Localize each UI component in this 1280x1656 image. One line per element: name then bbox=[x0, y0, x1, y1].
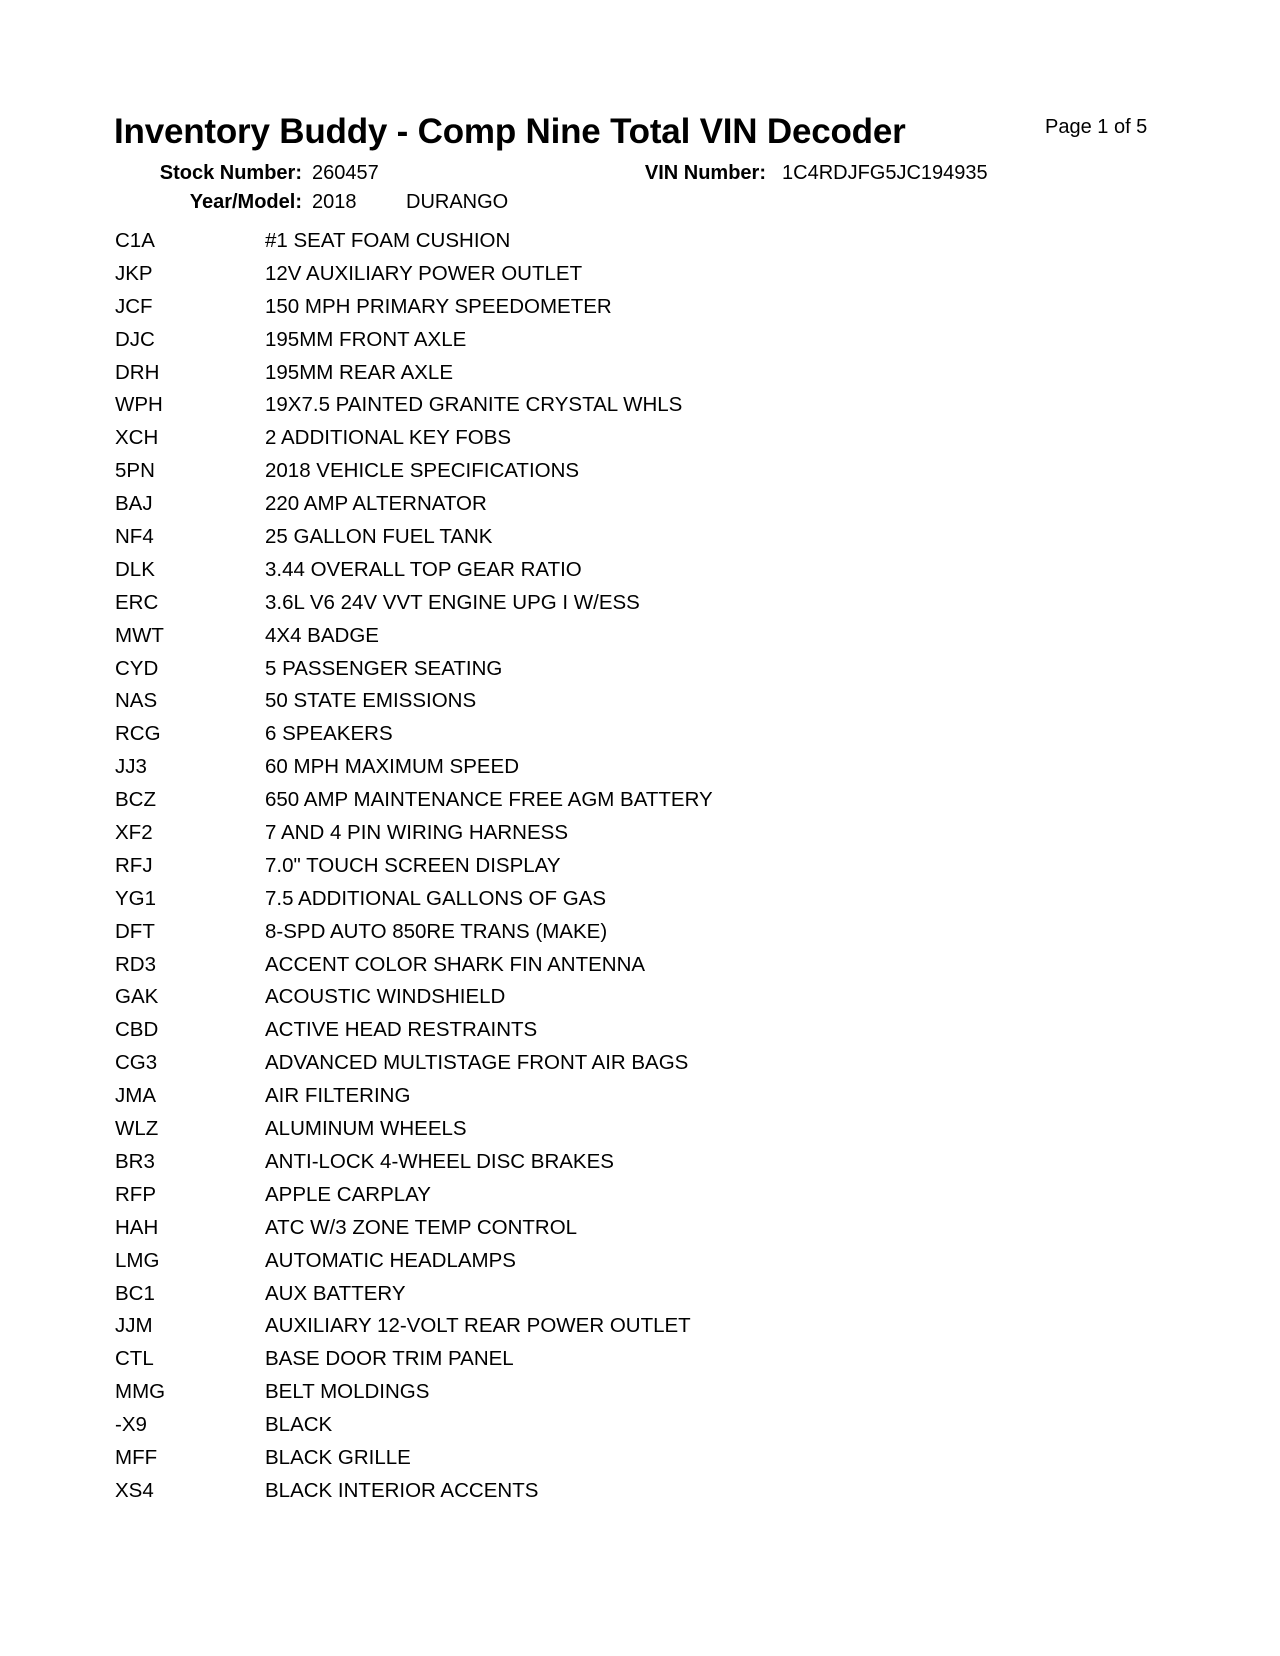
option-row bbox=[115, 459, 1015, 492]
option-description: ALUMINUM WHEELS bbox=[265, 1117, 467, 1141]
option-description: 7.5 ADDITIONAL GALLONS OF GAS bbox=[265, 886, 607, 910]
option-row bbox=[115, 755, 1015, 788]
option-row bbox=[115, 1314, 1015, 1347]
option-row bbox=[115, 624, 1015, 657]
option-description: 7.0" TOUCH SCREEN DISPLAY bbox=[265, 853, 561, 877]
option-row bbox=[115, 262, 1015, 295]
stock-number-label: Stock Number: bbox=[159, 162, 302, 184]
option-code: XCH bbox=[115, 426, 159, 450]
option-code: JMA bbox=[115, 1084, 156, 1108]
option-row bbox=[115, 788, 1015, 821]
option-row bbox=[115, 1282, 1015, 1315]
option-code: BC1 bbox=[115, 1281, 155, 1305]
option-row bbox=[115, 492, 1015, 525]
option-code: ERC bbox=[115, 590, 159, 614]
option-description: BASE DOOR TRIM PANEL bbox=[265, 1347, 514, 1371]
option-row bbox=[115, 1051, 1015, 1084]
option-code: DFT bbox=[115, 919, 155, 943]
option-description: AUXILIARY 12-VOLT REAR POWER OUTLET bbox=[265, 1314, 691, 1338]
option-code: MMG bbox=[115, 1380, 166, 1404]
option-description: AUTOMATIC HEADLAMPS bbox=[265, 1248, 516, 1272]
option-row bbox=[115, 295, 1015, 328]
document-title: Inventory Buddy - Comp Nine Total VIN Decoder bbox=[114, 112, 906, 151]
option-code: XS4 bbox=[115, 1478, 154, 1502]
option-description: 150 MPH PRIMARY SPEEDOMETER bbox=[265, 294, 612, 318]
option-description: 2018 VEHICLE SPECIFICATIONS bbox=[265, 459, 580, 483]
option-code: RFJ bbox=[115, 853, 153, 877]
option-description: APPLE CARPLAY bbox=[265, 1182, 431, 1206]
option-row bbox=[115, 591, 1015, 624]
option-code: BCZ bbox=[115, 788, 156, 812]
option-code: RCG bbox=[115, 722, 161, 746]
option-description: 195MM REAR AXLE bbox=[265, 360, 453, 384]
option-description: ACOUSTIC WINDSHIELD bbox=[265, 985, 506, 1009]
option-code: CG3 bbox=[115, 1051, 158, 1075]
option-row bbox=[115, 1413, 1015, 1446]
option-row bbox=[115, 887, 1015, 920]
option-description: 25 GALLON FUEL TANK bbox=[265, 525, 493, 549]
option-row bbox=[115, 1117, 1015, 1150]
option-code: BR3 bbox=[115, 1149, 155, 1173]
model-value: DURANGO bbox=[406, 191, 509, 213]
option-row bbox=[115, 1479, 1015, 1512]
option-description: 650 AMP MAINTENANCE FREE AGM BATTERY bbox=[265, 788, 713, 812]
option-description: #1 SEAT FOAM CUSHION bbox=[265, 229, 511, 252]
option-description: 19X7.5 PAINTED GRANITE CRYSTAL WHLS bbox=[265, 393, 683, 417]
option-code: CYD bbox=[115, 656, 159, 680]
option-code: YG1 bbox=[115, 886, 157, 910]
option-row bbox=[115, 1084, 1015, 1117]
option-description: 3.44 OVERALL TOP GEAR RATIO bbox=[265, 557, 582, 581]
option-row bbox=[115, 985, 1015, 1018]
option-row bbox=[115, 1347, 1015, 1380]
option-code: JJ3 bbox=[115, 755, 147, 779]
option-code: BAJ bbox=[115, 492, 153, 516]
option-description: BLACK bbox=[265, 1413, 333, 1437]
option-row bbox=[115, 689, 1015, 722]
option-description: AIR FILTERING bbox=[265, 1084, 411, 1108]
option-code: NF4 bbox=[115, 525, 154, 549]
option-description: ACTIVE HEAD RESTRAINTS bbox=[265, 1018, 538, 1042]
option-code: -X9 bbox=[115, 1413, 147, 1437]
option-row bbox=[115, 722, 1015, 755]
year-model-label: Year/Model: bbox=[189, 191, 302, 213]
option-description: 60 MPH MAXIMUM SPEED bbox=[265, 755, 520, 779]
vin-number-value: 1C4RDJFG5JC194935 bbox=[782, 162, 988, 184]
option-description: 50 STATE EMISSIONS bbox=[265, 689, 477, 713]
year-value: 2018 bbox=[312, 191, 357, 213]
option-description: 5 PASSENGER SEATING bbox=[265, 656, 503, 680]
option-code: MWT bbox=[115, 623, 164, 647]
option-row bbox=[115, 229, 1015, 262]
option-code: WLZ bbox=[115, 1117, 159, 1141]
option-description: 4X4 BADGE bbox=[265, 623, 379, 647]
option-code: RFP bbox=[115, 1182, 156, 1206]
option-code: JJM bbox=[115, 1314, 153, 1338]
option-code: DJC bbox=[115, 327, 155, 351]
option-row bbox=[115, 1018, 1015, 1051]
option-description: 220 AMP ALTERNATOR bbox=[265, 492, 487, 516]
option-description: 2 ADDITIONAL KEY FOBS bbox=[265, 426, 512, 450]
option-row bbox=[115, 393, 1015, 426]
option-row bbox=[115, 821, 1015, 854]
option-row bbox=[115, 361, 1015, 394]
option-code: DLK bbox=[115, 557, 155, 581]
option-description: BLACK GRILLE bbox=[265, 1445, 411, 1469]
option-row bbox=[115, 1249, 1015, 1282]
option-row bbox=[115, 854, 1015, 887]
option-code: DRH bbox=[115, 360, 160, 384]
option-code: GAK bbox=[115, 985, 159, 1009]
option-row bbox=[115, 426, 1015, 459]
option-code: NAS bbox=[115, 689, 158, 713]
option-row bbox=[115, 657, 1015, 690]
option-code: WPH bbox=[115, 393, 163, 417]
option-code: XF2 bbox=[115, 821, 153, 845]
option-row bbox=[115, 953, 1015, 986]
option-code: C1A bbox=[115, 229, 155, 252]
option-description: 6 SPEAKERS bbox=[265, 722, 393, 746]
option-row bbox=[115, 1183, 1015, 1216]
option-description: 12V AUXILIARY POWER OUTLET bbox=[265, 261, 583, 285]
option-description: AUX BATTERY bbox=[265, 1281, 406, 1305]
option-row bbox=[115, 1380, 1015, 1413]
option-description: ADVANCED MULTISTAGE FRONT AIR BAGS bbox=[265, 1051, 689, 1075]
option-row bbox=[115, 558, 1015, 591]
option-code: JCF bbox=[115, 294, 153, 318]
option-description: ATC W/3 ZONE TEMP CONTROL bbox=[265, 1215, 578, 1239]
option-description: 195MM FRONT AXLE bbox=[265, 327, 467, 351]
option-code-list bbox=[115, 229, 1015, 1512]
option-description: ANTI-LOCK 4-WHEEL DISC BRAKES bbox=[265, 1149, 614, 1173]
option-code: MFF bbox=[115, 1445, 158, 1469]
option-code: CTL bbox=[115, 1347, 154, 1371]
stock-number-value: 260457 bbox=[312, 162, 379, 184]
option-code: LMG bbox=[115, 1248, 160, 1272]
option-row bbox=[115, 1216, 1015, 1249]
option-row bbox=[115, 328, 1015, 361]
option-description: BLACK INTERIOR ACCENTS bbox=[265, 1478, 539, 1502]
option-row bbox=[115, 920, 1015, 953]
option-code: 5PN bbox=[115, 459, 155, 483]
option-description: 8-SPD AUTO 850RE TRANS (MAKE) bbox=[265, 919, 608, 943]
option-description: 3.6L V6 24V VVT ENGINE UPG I W/ESS bbox=[265, 590, 640, 614]
vin-number-label: VIN Number: bbox=[644, 162, 766, 184]
option-code: RD3 bbox=[115, 952, 157, 976]
option-description: 7 AND 4 PIN WIRING HARNESS bbox=[265, 821, 569, 845]
option-description: BELT MOLDINGS bbox=[265, 1380, 430, 1404]
page-indicator: Page 1 of 5 bbox=[1045, 116, 1148, 138]
option-code: HAH bbox=[115, 1215, 159, 1239]
option-row bbox=[115, 1150, 1015, 1183]
option-row bbox=[115, 525, 1015, 558]
option-description: ACCENT COLOR SHARK FIN ANTENNA bbox=[265, 952, 646, 976]
option-row bbox=[115, 1446, 1015, 1479]
option-code: CBD bbox=[115, 1018, 159, 1042]
option-code: JKP bbox=[115, 261, 153, 285]
